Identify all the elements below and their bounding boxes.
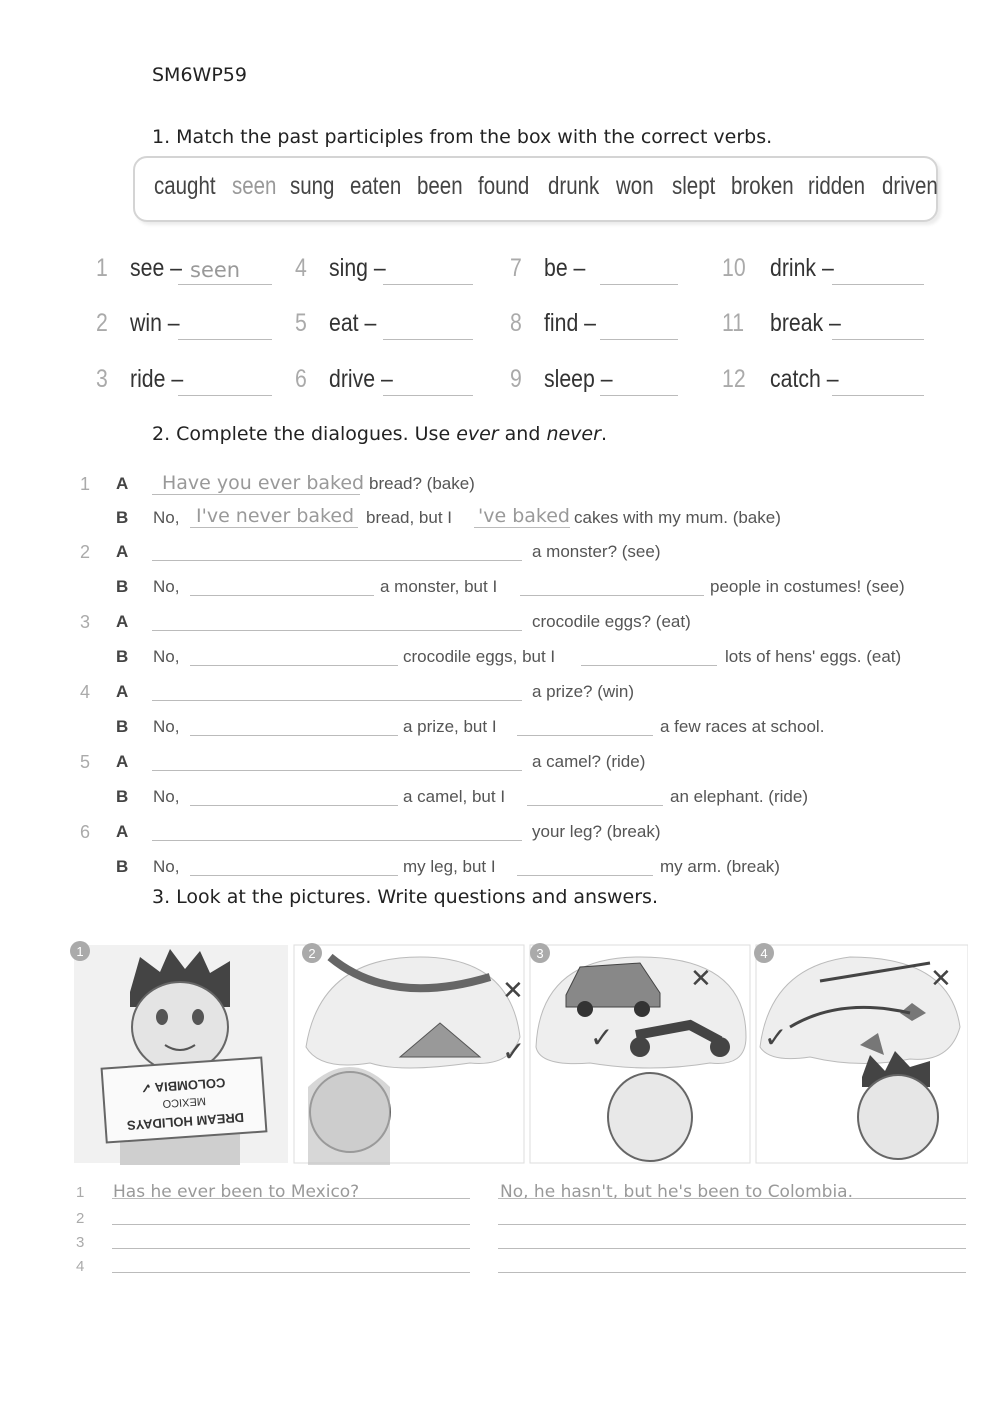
box-word: won	[616, 172, 654, 200]
box-word: seen	[232, 172, 277, 200]
row-number: 1	[76, 1184, 85, 1201]
panel-number: 3	[536, 946, 544, 961]
speaker-b: B	[116, 787, 129, 806]
answer-line[interactable]	[498, 1198, 966, 1199]
dialogue-text: No,	[153, 717, 180, 736]
dialogue-text: bread? (bake)	[369, 474, 475, 493]
dialogue-number: 2	[80, 542, 91, 562]
row-number: 2	[76, 1210, 85, 1227]
dialogue-text: No,	[153, 857, 180, 876]
box-word: sung	[290, 172, 335, 200]
dialogue-text: your leg? (break)	[532, 822, 661, 841]
box-word: drunk	[548, 172, 600, 200]
heading-ever: ever	[456, 423, 499, 445]
box-word: caught	[154, 172, 216, 200]
panel-number: 4	[760, 946, 768, 961]
section-2-heading	[152, 423, 607, 445]
dialogue-text: my arm. (break)	[660, 857, 780, 876]
dialogue-text: crocodile eggs, but I	[403, 647, 556, 666]
boy-face	[132, 982, 228, 1072]
answer-line[interactable]	[190, 665, 398, 666]
dialogue-text: people in costumes! (see)	[710, 577, 905, 596]
speaker-a: A	[116, 752, 129, 771]
item-verb: sing –	[329, 254, 386, 282]
row-number: 4	[76, 1258, 85, 1275]
cross-icon: ✕	[930, 964, 952, 994]
heading-never: never	[546, 423, 601, 445]
answer-line[interactable]	[832, 284, 924, 285]
panel-2	[294, 943, 525, 1165]
heading-text: and	[498, 423, 547, 445]
section-1-heading: 1. Match the past participles from the box with the correct verbs.	[152, 126, 773, 148]
dialogue-text: bread, but I	[366, 508, 453, 527]
question-text: Has he ever been to Mexico?	[113, 1182, 360, 1202]
answer-line[interactable]	[152, 840, 522, 841]
section-3-heading: 3. Look at the pictures. Write questions and answers.	[152, 886, 658, 908]
dialogue-text: No,	[153, 647, 180, 666]
item-verb: be –	[544, 254, 586, 282]
example-answer-b1: I've never baked	[196, 505, 355, 527]
answer-line[interactable]	[600, 284, 678, 285]
answer-line[interactable]	[152, 630, 522, 631]
answer-line[interactable]	[832, 395, 924, 396]
dialogue-number: 5	[80, 752, 91, 772]
dialogue-number: 3	[80, 612, 91, 632]
speaker-a: A	[116, 822, 129, 841]
answer-line[interactable]	[498, 1224, 966, 1225]
item-number: 1	[96, 254, 108, 282]
answer-line[interactable]	[190, 735, 398, 736]
answer-line[interactable]	[517, 875, 653, 876]
item-number: 6	[295, 365, 307, 393]
answer-line	[152, 494, 360, 495]
row-number: 3	[76, 1234, 85, 1251]
item-number: 9	[510, 365, 522, 393]
answer-line[interactable]	[383, 284, 473, 285]
box-word: been	[417, 172, 463, 200]
item-verb: win –	[130, 309, 180, 337]
dialogue-text: No,	[153, 577, 180, 596]
dialogue-text: No,	[153, 787, 180, 806]
dialogue-text: a monster, but I	[380, 577, 498, 596]
answer-line[interactable]	[152, 560, 522, 561]
girl-face	[608, 1073, 692, 1161]
example-answer-a: Have you ever baked	[162, 472, 365, 494]
item-verb: catch –	[770, 365, 839, 393]
dialogue-text: a prize, but I	[403, 717, 497, 736]
answer-line[interactable]	[581, 665, 717, 666]
dialogue-text: crocodile eggs? (eat)	[532, 612, 691, 631]
item-number: 4	[295, 254, 307, 282]
panel-1	[70, 941, 288, 1165]
answer-line	[474, 527, 570, 528]
dialogue-text: a monster? (see)	[532, 542, 661, 561]
question-line[interactable]	[112, 1224, 470, 1225]
answer-line[interactable]	[190, 875, 398, 876]
item-number: 5	[295, 309, 307, 337]
dialogue-text: a camel, but I	[403, 787, 506, 806]
box-word: broken	[731, 172, 794, 200]
item-verb: find –	[544, 309, 596, 337]
worksheet-code: SM6WP59	[152, 64, 247, 86]
answer-line[interactable]	[178, 284, 272, 285]
answer-line[interactable]	[517, 735, 653, 736]
item-number: 10	[722, 254, 746, 282]
item-number: 12	[722, 365, 746, 393]
answer-text: No, he hasn't, but he's been to Colombia.	[500, 1182, 853, 1202]
answer-line[interactable]	[190, 805, 398, 806]
dialogue-text: an elephant. (ride)	[670, 787, 808, 806]
speaker-a: A	[116, 474, 129, 493]
dialogue-number: 6	[80, 822, 91, 842]
speaker-a: A	[116, 682, 129, 701]
question-line[interactable]	[112, 1272, 470, 1273]
dialogue-text: a prize? (win)	[532, 682, 635, 701]
speaker-b: B	[116, 577, 129, 596]
box-word: slept	[672, 172, 716, 200]
speaker-b: B	[116, 508, 129, 527]
dialogue-text: a camel? (ride)	[532, 752, 646, 771]
pictures-strip	[70, 937, 968, 1165]
sign-line: MEXICO	[162, 1094, 207, 1110]
answer-line[interactable]	[600, 395, 678, 396]
dialogue-text: cakes with my mum. (bake)	[574, 508, 781, 527]
speaker-a: A	[116, 542, 129, 561]
answer-line[interactable]	[520, 595, 704, 596]
example-answer-b2: 've baked	[478, 505, 570, 527]
item-answer: seen	[190, 258, 241, 282]
item-verb: eat –	[329, 309, 377, 337]
answer-line[interactable]	[152, 700, 522, 701]
box-word: ridden	[808, 172, 865, 200]
answer-line[interactable]	[178, 395, 272, 396]
panel-number: 2	[308, 946, 316, 961]
dialogue-text: my leg, but I	[403, 857, 496, 876]
item-verb: drink –	[770, 254, 834, 282]
question-line[interactable]	[112, 1198, 470, 1199]
box-word: eaten	[350, 172, 402, 200]
answer-line	[190, 527, 358, 528]
dialogue-text: No,	[153, 508, 180, 527]
item-verb: sleep –	[544, 365, 613, 393]
cross-icon: ✕	[690, 964, 712, 994]
item-verb: ride –	[130, 365, 184, 393]
cross-icon: ✕	[502, 976, 524, 1006]
answer-line[interactable]	[832, 339, 924, 340]
heading-text: .	[600, 423, 607, 445]
box-word: found	[478, 172, 530, 200]
answer-line[interactable]	[383, 395, 473, 396]
answer-line[interactable]	[152, 770, 522, 771]
speaker-b: B	[116, 717, 129, 736]
heading-text: 2. Complete the dialogues. Use	[152, 423, 457, 445]
sign-line: COLOMBIA ✓	[140, 1075, 226, 1096]
answer-line[interactable]	[383, 339, 473, 340]
item-verb: see –	[130, 254, 182, 282]
speaker-b: B	[116, 857, 129, 876]
panel-number: 1	[76, 944, 84, 959]
item-number: 8	[510, 309, 522, 337]
boy-face	[858, 1075, 938, 1159]
item-number: 3	[96, 365, 108, 393]
item-number: 11	[722, 309, 745, 337]
tick-icon: ✓	[590, 1021, 614, 1054]
answer-line[interactable]	[527, 805, 663, 806]
sign-line: DREAM HOLIDAYS	[126, 1109, 245, 1134]
panel-3	[530, 943, 750, 1163]
item-number: 2	[96, 309, 108, 337]
answer-line[interactable]	[190, 595, 374, 596]
speaker-b: B	[116, 647, 129, 666]
tick-icon: ✓	[502, 1035, 526, 1068]
dialogue-number: 1	[80, 474, 91, 494]
item-verb: drive –	[329, 365, 393, 393]
speaker-a: A	[116, 612, 129, 631]
question-line[interactable]	[112, 1248, 470, 1249]
dialogue-text: a few races at school.	[660, 717, 825, 736]
item-verb: break –	[770, 309, 841, 337]
answer-line[interactable]	[498, 1272, 966, 1273]
answer-line[interactable]	[178, 339, 272, 340]
item-number: 7	[510, 254, 522, 282]
panel-4	[754, 943, 968, 1163]
box-word: driven	[882, 172, 938, 200]
answer-line[interactable]	[600, 339, 678, 340]
answer-line[interactable]	[498, 1248, 966, 1249]
dialogue-text: lots of hens' eggs. (eat)	[725, 647, 902, 666]
dialogue-number: 4	[80, 682, 91, 702]
tick-icon: ✓	[764, 1021, 788, 1054]
